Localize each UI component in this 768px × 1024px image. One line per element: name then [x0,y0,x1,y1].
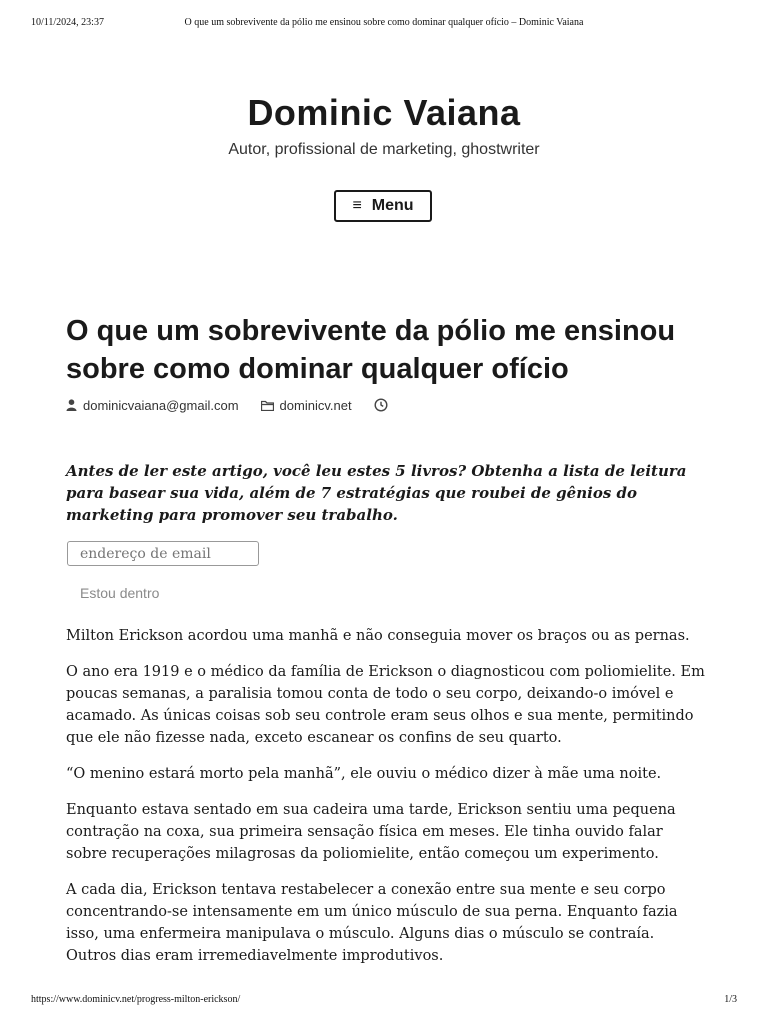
post-title: O que um sobrevivente da pólio me ensinou sobre como dominar qualquer ofício [66,315,676,385]
hamburger-icon: ≡ [352,197,362,214]
print-date: 10/11/2024, 23:37 [31,17,104,28]
post-meta [66,396,416,414]
meta-category[interactable] [261,398,352,413]
folder-icon [261,400,274,411]
meta-author[interactable] [66,398,239,413]
site-tagline: Autor, profissional de marketing, ghostwriter [228,141,540,158]
paragraph-2: O ano era 1919 e o médico da família de Erickson o diagnosticou com poliomielite. Em poucas semanas, a paralisia tomou conta de todo o seu corpo, deixando-o imóvel e acamado. As únicas coisas sob seu controle eram seus olhos e sua mente, permitindo que ele não fizesse nada, exceto escanear os confins de seu quarto. [66,664,705,746]
clock-icon [374,398,388,412]
submit-button[interactable]: Estou dentro [80,585,160,601]
paragraph-5: A cada dia, Erickson tentava restabelecer a conexão entre sua mente e seu corpo concentrando-se intensamente em um único músculo de sua perna. Enquanto fazia isso, uma enfermeira manipulava o músculo. Alguns dias o músculo se contraía. Outros dias eram irremediavelmente improdutivos. [66,882,678,964]
paragraph-1: Milton Erickson acordou uma manhã e não conseguia mover os braços ou as pernas. [66,628,690,644]
print-header [0,17,768,31]
meta-date[interactable] [374,398,394,412]
page-counter: 1/3 [724,994,737,1005]
user-icon [66,399,77,411]
print-url: https://www.dominicv.net/progress-milton-erickson/ [31,994,241,1005]
print-doc-title: O que um sobrevivente da pólio me ensinou sobre como dominar qualquer ofício – Dominic Vaiana [184,17,584,28]
category-link[interactable]: dominicv.net [279,397,352,413]
optin-lead: Antes de ler este artigo, você leu estes 5 livros? Obtenha a lista de leitura para basear sua vida, além de 7 estratégias que roubei de gênios do marketing para promover seu trabalho. [66,462,687,524]
site-title[interactable]: Dominic Vaiana [247,92,521,133]
menu-button[interactable] [334,190,432,222]
print-footer [0,994,768,1008]
paragraph-4: Enquanto estava sentado em sua cadeira uma tarde, Erickson sentiu uma pequena contração na coxa, sua primeira sensação física em meses. Ele tinha ouvido falar sobre recuperações milagrosas da poliomielite, então começou um experimento. [66,802,676,862]
author-link[interactable]: dominicvaiana@gmail.com [83,397,239,413]
email-input[interactable] [67,541,259,566]
paragraph-3: “O menino estará morto pela manhã”, ele ouviu o médico dizer à mãe uma noite. [66,766,662,782]
menu-label: Menu [371,197,414,214]
